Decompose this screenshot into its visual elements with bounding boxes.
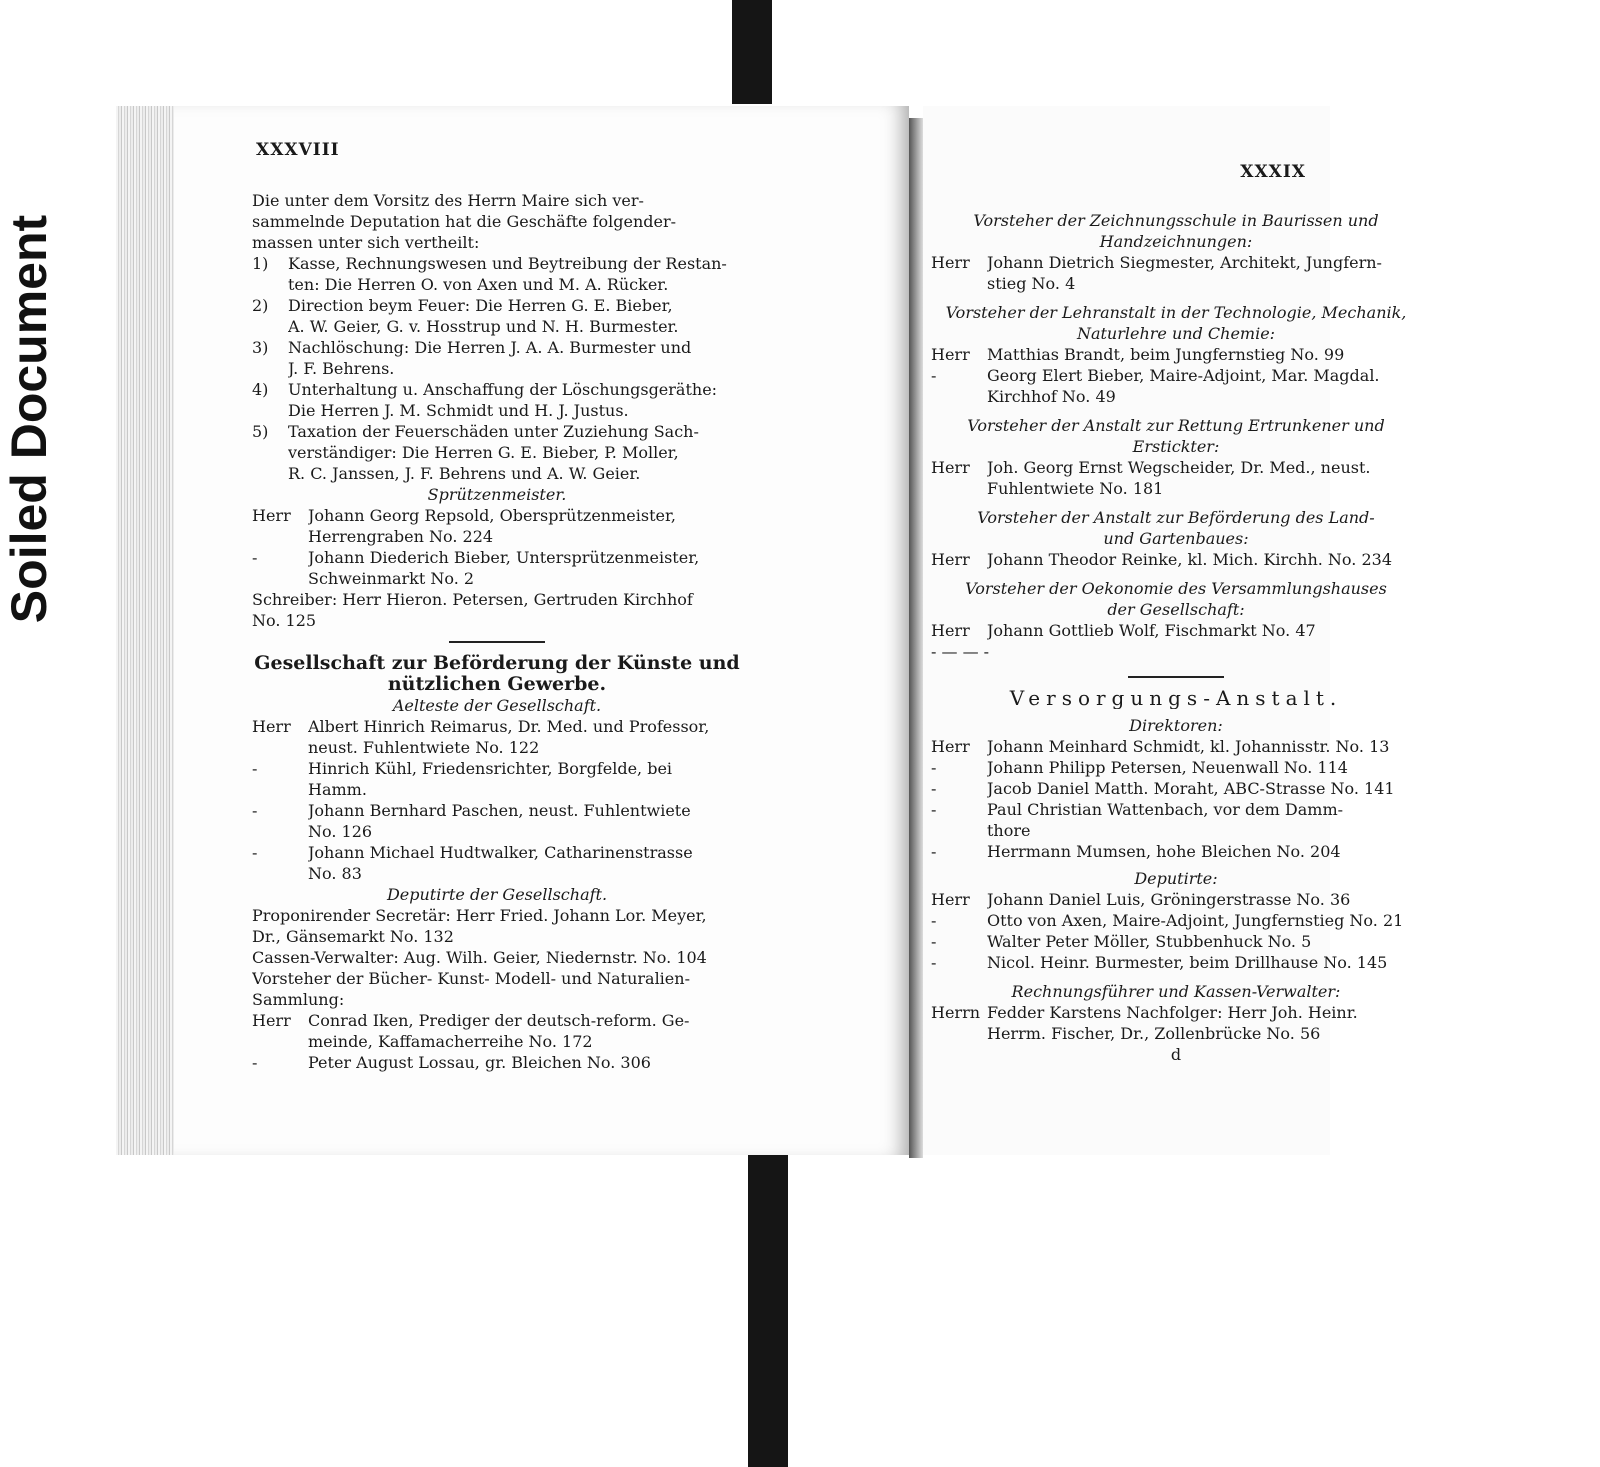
- entry-title: Herr: [931, 621, 970, 640]
- entry-line: Herrm. Fischer, Dr., Zollenbrücke No. 56: [987, 1024, 1321, 1043]
- entry-line: Johann Gottlieb Wolf, Fischmarkt No. 47: [987, 621, 1316, 640]
- divider: [449, 641, 545, 643]
- list-item: [931, 549, 1421, 570]
- entry-text: [308, 842, 742, 884]
- open-book: [116, 106, 1407, 1155]
- schreiber-line: Schreiber: Herr Hieron. Petersen, Gertruden Kirchhof: [252, 590, 693, 609]
- dashes: - — — -: [931, 642, 990, 661]
- entry-text: [288, 421, 742, 484]
- entry-text: [987, 1002, 1421, 1044]
- entry-text: [308, 1052, 742, 1073]
- heading-line: Vorsteher der Zeichnungsschule in Baurissen und: [973, 211, 1379, 230]
- entry-line: Johann Michael Hudtwalker, Catharinenstrasse: [308, 843, 693, 862]
- list-item: [252, 505, 742, 547]
- deputirte-line: Vorsteher der Bücher- Kunst- Modell- und Naturalien-: [252, 969, 690, 988]
- entry-line: Hamm.: [308, 780, 367, 799]
- entry-title: Herr: [931, 345, 970, 364]
- entry-title: 2): [252, 296, 269, 315]
- section-heading: [931, 302, 1421, 344]
- entry-text: [288, 379, 742, 421]
- entry-line: Johann Diederich Bieber, Untersprützenmeister,: [308, 548, 700, 567]
- list-item: [931, 457, 1421, 499]
- heading-line: Vorsteher der Anstalt zur Beförderung des Land-: [977, 508, 1375, 527]
- list-item: [252, 379, 742, 421]
- entry-line: Fuhlentwiete No. 181: [987, 479, 1164, 498]
- entry-line: Albert Hinrich Reimarus, Dr. Med. und Professor,: [308, 717, 710, 736]
- entry-line: thore: [987, 821, 1031, 840]
- list-item: [931, 620, 1421, 641]
- entry-title: Herr: [931, 737, 970, 756]
- entry-text: [987, 757, 1421, 778]
- entry-title: Herr: [252, 1011, 291, 1030]
- entry-title: -: [252, 548, 258, 567]
- entry-line: Schweinmarkt No. 2: [308, 569, 475, 588]
- entry-title: -: [931, 953, 937, 972]
- entry-text: [288, 295, 742, 337]
- entry-line: Otto von Axen, Maire-Adjoint, Jungfernstieg No. 21: [987, 911, 1404, 930]
- entry-line: verständiger: Die Herren G. E. Bieber, P. Moller,: [288, 443, 679, 462]
- top-binding-strip: [732, 0, 772, 104]
- entry-line: Hinrich Kühl, Friedensrichter, Borgfelde, bei: [308, 759, 673, 778]
- list-item: [931, 778, 1421, 799]
- entry-text: [308, 547, 742, 589]
- divider: [1128, 676, 1224, 678]
- list-item: [252, 800, 742, 842]
- entry-line: Direction beym Feuer: Die Herren G. E. Bieber,: [288, 296, 673, 315]
- left-page-text: [252, 190, 742, 1073]
- list-item: [931, 910, 1421, 931]
- entry-text: [987, 457, 1421, 499]
- deputirte-line: Proponirender Secretär: Herr Fried. Johann Lor. Meyer,: [252, 906, 707, 925]
- entry-line: Matthias Brandt, beim Jungfernstieg No. 99: [987, 345, 1345, 364]
- list-item: [931, 799, 1421, 841]
- entry-title: -: [931, 932, 937, 951]
- deputirte-line: Sammlung:: [252, 990, 345, 1009]
- entry-title: 1): [252, 254, 269, 273]
- entry-line: Herrengraben No. 224: [308, 527, 494, 546]
- entry-line: Jacob Daniel Matth. Moraht, ABC-Strasse No. 141: [987, 779, 1395, 798]
- entry-text: [987, 931, 1421, 952]
- entry-title: -: [931, 800, 937, 819]
- list-item: [252, 337, 742, 379]
- entry-text: [987, 252, 1421, 294]
- right-page-text: [931, 210, 1421, 1065]
- section-heading: Direktoren:: [1129, 716, 1223, 735]
- entry-text: [288, 337, 742, 379]
- entry-text: [987, 889, 1421, 910]
- intro-line: massen unter sich vertheilt:: [252, 233, 480, 252]
- section-heading: Aelteste der Gesellschaft.: [392, 696, 602, 715]
- entry-title: -: [252, 759, 258, 778]
- entry-line: Johann Daniel Luis, Gröningerstrasse No. 36: [987, 890, 1351, 909]
- entry-title: -: [252, 843, 258, 862]
- heading-line: und Gartenbaues:: [1103, 529, 1249, 548]
- entry-line: Peter August Lossau, gr. Bleichen No. 306: [308, 1053, 651, 1072]
- versorgung-title: Versorgungs-Anstalt.: [1009, 688, 1343, 709]
- heading-line: Naturlehre und Chemie:: [1076, 324, 1276, 343]
- bottom-binding-strip: [748, 1152, 788, 1467]
- entry-line: Conrad Iken, Prediger der deutsch-reform. Ge-: [308, 1011, 690, 1030]
- list-item: [931, 889, 1421, 910]
- list-item: [931, 931, 1421, 952]
- entry-line: Nachlöschung: Die Herren J. A. A. Burmester und: [288, 338, 692, 357]
- entry-text: [987, 778, 1421, 799]
- entry-line: Die Herren J. M. Schmidt und H. J. Justus.: [288, 401, 629, 420]
- society-title: nützlichen Gewerbe.: [387, 674, 607, 695]
- entry-title: Herr: [931, 458, 970, 477]
- entry-line: Joh. Georg Ernst Wegscheider, Dr. Med., neust.: [987, 458, 1371, 477]
- side-label: Soiled Document: [1, 214, 57, 624]
- entry-title: -: [252, 1053, 258, 1072]
- section-heading: Deputirte:: [1134, 869, 1218, 888]
- entry-text: [308, 1010, 742, 1052]
- list-item: [252, 716, 742, 758]
- heading-line: Vorsteher der Oekonomie des Versammlungshauses: [965, 579, 1387, 598]
- entry-text: [987, 799, 1421, 841]
- deputirte-line: Dr., Gänsemarkt No. 132: [252, 927, 454, 946]
- entry-title: Herr: [931, 253, 970, 272]
- heading-line: Handzeichnungen:: [1099, 232, 1253, 251]
- society-title: Gesellschaft zur Beförderung der Künste und: [254, 653, 740, 674]
- section-heading: [931, 507, 1421, 549]
- entry-title: 3): [252, 338, 269, 357]
- heading-line: Erstickter:: [1132, 437, 1220, 456]
- entry-line: Fedder Karstens Nachfolger: Herr Joh. Heinr.: [987, 1003, 1358, 1022]
- list-item: [931, 1002, 1421, 1044]
- entry-title: -: [252, 801, 258, 820]
- list-item: [931, 252, 1421, 294]
- entry-line: Johann Georg Repsold, Obersprützenmeister,: [308, 506, 676, 525]
- entry-title: Herr: [931, 890, 970, 909]
- list-item: [252, 758, 742, 800]
- entry-line: Taxation der Feuerschäden unter Zuziehung Sach-: [288, 422, 699, 441]
- entry-text: [987, 620, 1421, 641]
- entry-line: neust. Fuhlentwiete No. 122: [308, 738, 540, 757]
- entry-title: Herrn: [931, 1003, 981, 1022]
- entry-line: Unterhaltung u. Anschaffung der Löschungsgeräthe:: [288, 380, 718, 399]
- list-item: [252, 1052, 742, 1073]
- list-item: [252, 253, 742, 295]
- section-heading: [931, 415, 1421, 457]
- section-heading: [931, 210, 1421, 252]
- entry-line: Walter Peter Möller, Stubbenhuck No. 5: [987, 932, 1312, 951]
- intro-line: sammelnde Deputation hat die Geschäfte folgender-: [252, 212, 677, 231]
- entry-text: [308, 505, 742, 547]
- deputirte-line: Cassen-Verwalter: Aug. Wilh. Geier, Niedernstr. No. 104: [252, 948, 707, 967]
- entry-title: -: [931, 779, 937, 798]
- entry-title: Herr: [252, 506, 291, 525]
- left-page-number: XXXVIII: [256, 140, 340, 160]
- entry-line: Kirchhof No. 49: [987, 387, 1116, 406]
- entry-text: [987, 549, 1421, 570]
- heading-line: Vorsteher der Lehranstalt in der Technologie, Mechanik,: [945, 303, 1407, 322]
- entry-text: [987, 736, 1421, 757]
- entry-line: Johann Meinhard Schmidt, kl. Johannisstr. No. 13: [987, 737, 1390, 756]
- entry-title: -: [931, 911, 937, 930]
- list-item: [931, 841, 1421, 862]
- list-item: [931, 757, 1421, 778]
- entry-text: [288, 253, 742, 295]
- entry-line: No. 83: [308, 864, 362, 883]
- entry-text: [987, 952, 1421, 973]
- entry-title: Herr: [252, 717, 291, 736]
- entry-text: [308, 758, 742, 800]
- intro-line: Die unter dem Vorsitz des Herrn Maire sich ver-: [252, 191, 644, 210]
- entry-text: [308, 716, 742, 758]
- entry-title: -: [931, 842, 937, 861]
- list-item: [931, 365, 1421, 407]
- list-item: [931, 952, 1421, 973]
- right-page: [923, 106, 1407, 1155]
- left-page: [174, 106, 909, 1155]
- section-heading: Rechnungsführer und Kassen-Verwalter:: [1011, 982, 1341, 1001]
- entry-line: J. F. Behrens.: [288, 359, 395, 378]
- entry-line: stieg No. 4: [987, 274, 1076, 293]
- list-item: [252, 1010, 742, 1052]
- list-item: [252, 547, 742, 589]
- entry-line: Herrmann Mumsen, hohe Bleichen No. 204: [987, 842, 1341, 861]
- entry-line: Johann Philipp Petersen, Neuenwall No. 114: [987, 758, 1348, 777]
- entry-title: 4): [252, 380, 269, 399]
- entry-line: Johann Bernhard Paschen, neust. Fuhlentwiete: [308, 801, 691, 820]
- entry-text: [987, 841, 1421, 862]
- entry-text: [308, 800, 742, 842]
- heading-line: Vorsteher der Anstalt zur Rettung Ertrunkener und: [967, 416, 1385, 435]
- entry-line: ten: Die Herren O. von Axen und M. A. Rücker.: [288, 275, 669, 294]
- entry-line: Kasse, Rechnungswesen und Beytreibung der Restan-: [288, 254, 727, 273]
- entry-text: [987, 365, 1421, 407]
- page-edges: [116, 106, 174, 1155]
- entry-line: Johann Theodor Reinke, kl. Mich. Kirchh. No. 234: [987, 550, 1392, 569]
- list-item: [252, 421, 742, 484]
- section-heading: Sprützenmeister.: [427, 485, 567, 504]
- entry-line: R. C. Janssen, J. F. Behrens und A. W. Geier.: [288, 464, 641, 483]
- right-page-number: XXXIX: [1240, 162, 1306, 182]
- entry-line: A. W. Geier, G. v. Hosstrup und N. H. Burmester.: [288, 317, 679, 336]
- entry-line: Johann Dietrich Siegmester, Architekt, Jungfern-: [987, 253, 1382, 272]
- entry-line: Paul Christian Wattenbach, vor dem Damm-: [987, 800, 1344, 819]
- entry-line: Georg Elert Bieber, Maire-Adjoint, Mar. Magdal.: [987, 366, 1380, 385]
- section-heading: Deputirte der Gesellschaft.: [386, 885, 608, 904]
- section-heading: [931, 578, 1421, 620]
- list-item: [252, 295, 742, 337]
- heading-line: der Gesellschaft:: [1107, 600, 1245, 619]
- entry-title: Herr: [931, 550, 970, 569]
- schreiber-line: No. 125: [252, 611, 317, 630]
- entry-line: No. 126: [308, 822, 373, 841]
- gutter-shadow: [909, 118, 923, 1158]
- entry-text: [987, 344, 1421, 365]
- entry-line: meinde, Kaffamacherreihe No. 172: [308, 1032, 593, 1051]
- list-item: [252, 842, 742, 884]
- entry-line: Nicol. Heinr. Burmester, beim Drillhause No. 145: [987, 953, 1388, 972]
- entry-text: [987, 910, 1421, 931]
- entry-title: 5): [252, 422, 269, 441]
- list-item: [931, 736, 1421, 757]
- signature-mark: d: [1170, 1045, 1182, 1064]
- entry-title: -: [931, 758, 937, 777]
- list-item: [931, 344, 1421, 365]
- entry-title: -: [931, 366, 937, 385]
